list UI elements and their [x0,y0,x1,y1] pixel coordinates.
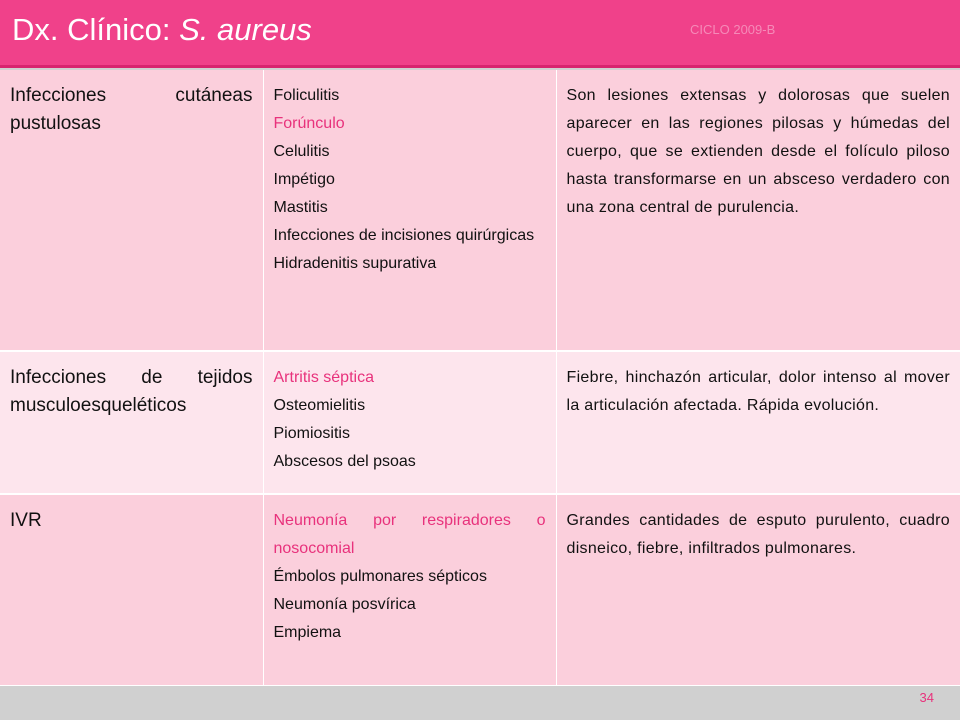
table-row [0,70,960,351]
items-cell [263,494,556,686]
list-item: Émbolos pulmonares sépticos [273,568,487,585]
diagnosis-table [0,70,960,687]
description-text: Grandes cantidades de esputo purulento, cuadro disneico, fiebre, infiltrados pulmonares. [566,512,950,557]
watermark: CICLO 2009-B [690,22,776,37]
category-cell [0,70,263,351]
slide-title [12,12,312,48]
infection-list [274,507,546,647]
list-item: Osteomielitis [273,397,366,414]
description-cell [556,351,960,494]
category-label: Infecciones de tejidos musculoesqueléticos [10,367,253,416]
items-cell [263,351,556,494]
description-cell [556,70,960,351]
list-item: Impétigo [273,171,335,188]
infection-list [274,364,546,476]
list-item: Celulitis [273,143,330,160]
table-row [0,351,960,494]
list-item: Foliculitis [273,87,340,104]
list-item: Forúnculo [273,115,345,132]
list-item: Abscesos del psoas [273,453,416,470]
items-cell [263,70,556,351]
table-row [0,494,960,686]
infection-list [274,82,546,278]
list-item: Neumonía posvírica [273,596,416,613]
list-item: Infecciones de incisiones quirúrgicas [273,227,535,244]
list-item: Artritis séptica [273,369,374,386]
title-organism: S. aureus [179,12,312,47]
list-item: Piomiositis [273,425,350,442]
description-text: Son lesiones extensas y dolorosas que suelen aparecer en las regiones pilosas y húmedas del cuerpo, que se extienden desde el folículo piloso hasta transformarse en un absceso verdadero con una zona central de purulencia. [566,87,950,216]
list-item: Mastitis [273,199,328,216]
category-cell [0,494,263,686]
description-cell [556,494,960,686]
list-item: Empiema [273,624,342,641]
category-label: IVR [10,510,42,531]
list-item: Hidradenitis supurativa [273,255,437,272]
page-number: 34 [919,690,934,705]
description-text: Fiebre, hinchazón articular, dolor intenso al mover la articulación afectada. Rápida evolución. [566,369,950,414]
title-bar [0,0,960,68]
category-cell [0,351,263,494]
footer [0,686,960,720]
title-prefix: Dx. Clínico: [12,12,180,47]
list-item: Neumonía por respiradores o nosocomial [273,512,546,557]
category-label: Infecciones cutáneas pustulosas [10,85,253,134]
